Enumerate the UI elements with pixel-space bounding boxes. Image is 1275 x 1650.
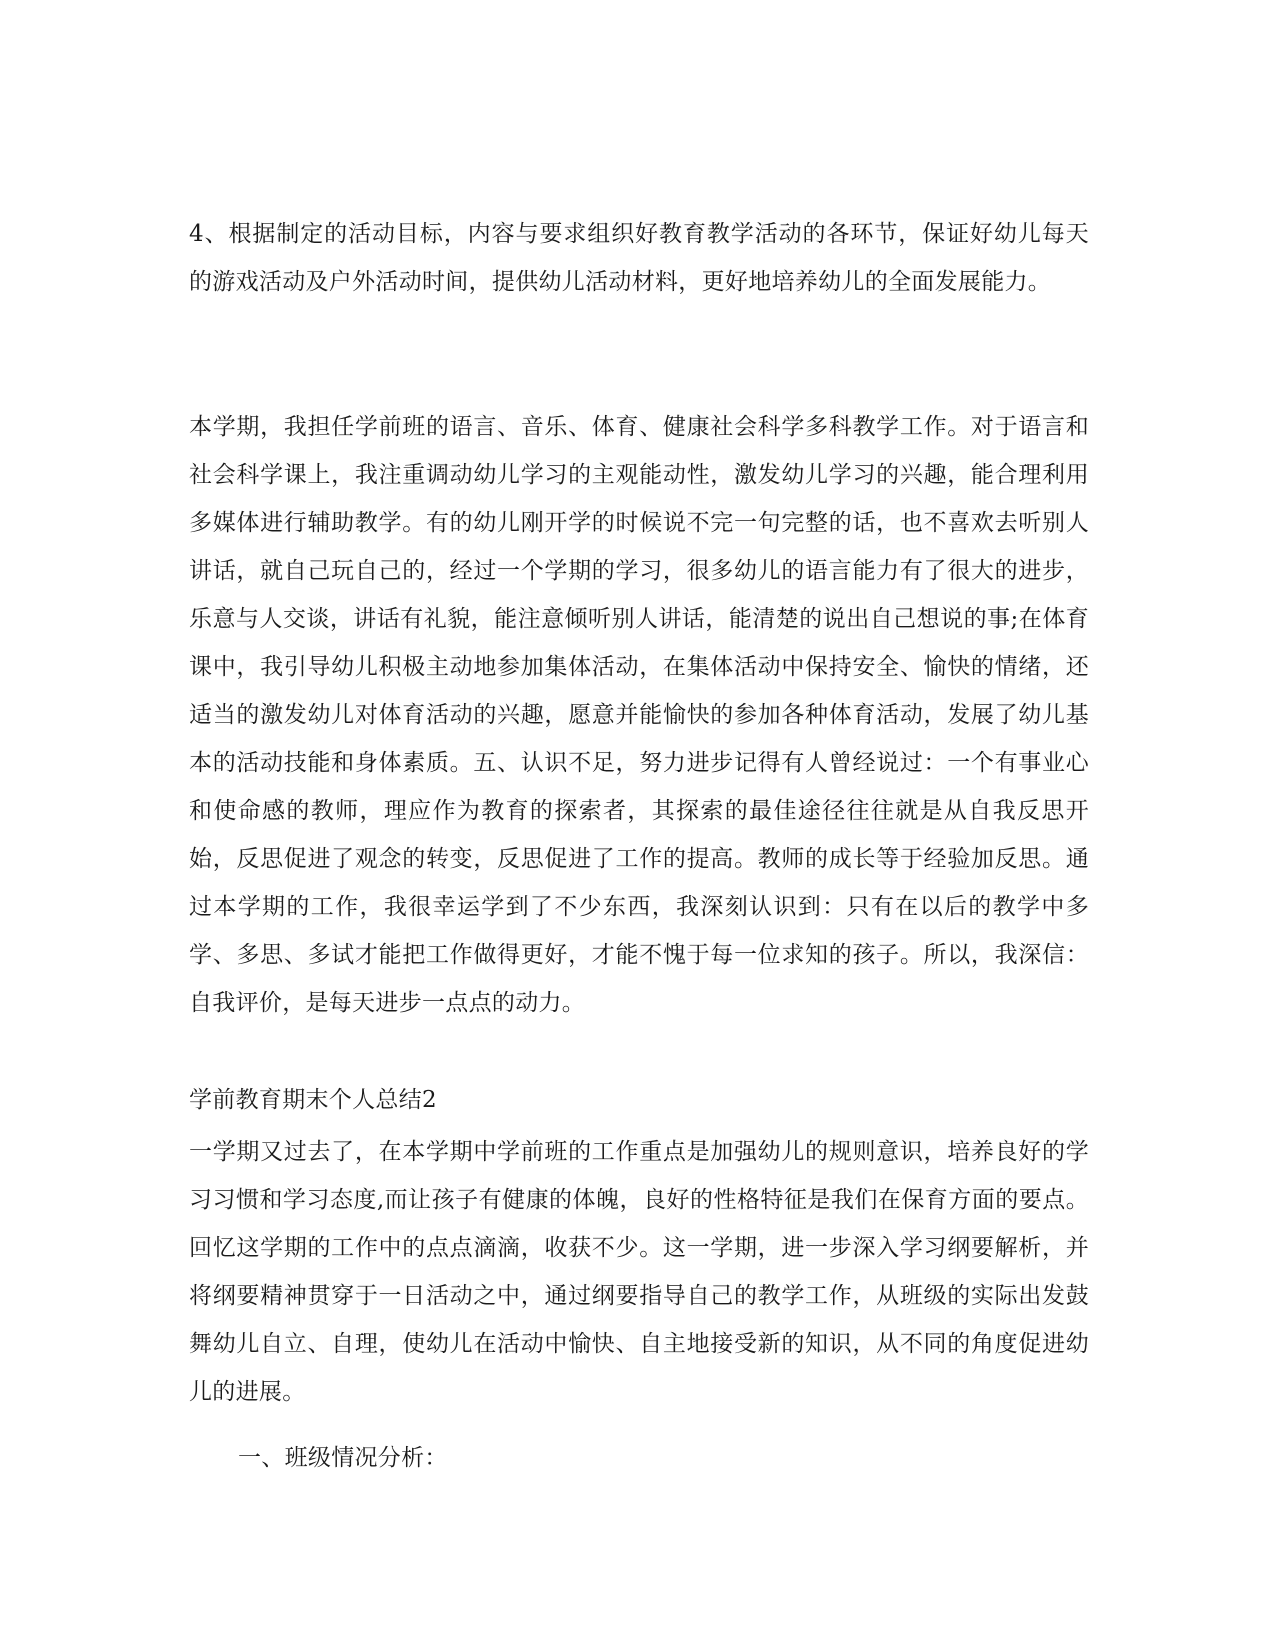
body-paragraph: 一学期又过去了，在本学期中学前班的工作重点是加强幼儿的规则意识，培养良好的学习习惯和学习态度,而让孩子有健康的体魄，良好的性格特征是我们在保育方面的要点。回忆这学期的工作中的点点滴滴，收获不少。这一学期，进一步深入学习纲要解析，并将纲要精神贯穿于一日活动之中，通过纲要指导自己的教学工作，从班级的实际出发鼓舞幼儿自立、自理，使幼儿在活动中愉快、自主地接受新的知识，从不同的角度促进幼儿的进展。 [189,1139,1089,1405]
body-paragraph: 4、根据制定的活动目标，内容与要求组织好教育教学活动的各环节，保证好幼儿每天的游戏活动及户外活动时间，提供幼儿活动材料，更好地培养幼儿的全面发展能力。 [189,221,1089,295]
subheading: 一、班级情况分析： [238,1445,448,1471]
section-title: 学前教育期末个人总结2 [189,1087,437,1113]
body-paragraph: 本学期，我担任学前班的语言、音乐、体育、健康社会科学多科教学工作。对于语言和社会科学课上，我注重调动幼儿学习的主观能动性，激发幼儿学习的兴趣，能合理利用多媒体进行辅助教学。有的幼儿刚开学的时候说不完一句完整的话，也不喜欢去听别人讲话，就自己玩自己的，经过一个学期的学习，很多幼儿的语言能力有了很大的进步，乐意与人交谈，讲话有礼貌，能注意倾听别人讲话，能清楚的说出自己想说的事;在体育课中，我引导幼儿积极主动地参加集体活动，在集体活动中保持安全、愉快的情绪，还适当的激发幼儿对体育活动的兴趣，愿意并能愉快的参加各种体育活动，发展了幼儿基本的活动技能和身体素质。五、认识不足，努力进步记得有人曾经说过：一个有事业心和使命感的教师，理应作为教育的探索者，其探索的最佳途径往往就是从自我反思开始，反思促进了观念的转变，反思促进了工作的提高。教师的成长等于经验加反思。通过本学期的工作，我很幸运学到了不少东西，我深刻认识到：只有在以后的教学中多学、多思、多试才能把工作做得更好，才能不愧于每一位求知的孩子。所以，我深信：自我评价，是每天进步一点点的动力。 [189,414,1089,1016]
